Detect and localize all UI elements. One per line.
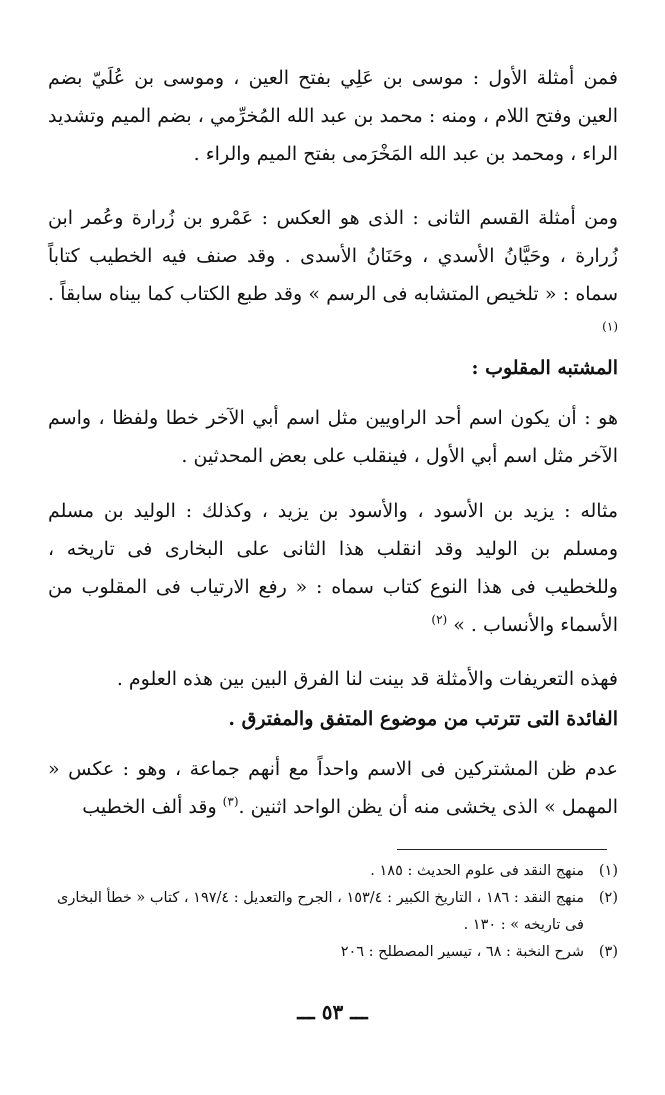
paragraph-second-examples <box>48 199 618 351</box>
paragraph-text-tail: وقد ألف الخطيب <box>82 796 223 818</box>
footnote-marker: (٢) <box>431 612 448 627</box>
page-number: ـــ ٥٣ ـــ <box>297 1000 368 1024</box>
paragraph-summary <box>48 660 618 698</box>
paragraph-text: فهذه التعريفات والأمثلة قد بينت لنا الفرق البين بين هذه العلوم . <box>116 668 618 690</box>
paragraph-text: فمن أمثلة الأول : موسى بن عَلِي بفتح العين ، وموسى بن عُلَيّ بضم العين وفتح اللام ، ومنه : محمد بن عبد الله المُخرِّمي ، بضم الميم وتشديد الراء ، ومحمد بن عبد الله المَخْرَمى بفتح الميم والراء . <box>48 67 618 165</box>
footnote-item <box>48 885 618 939</box>
footnote-item <box>48 939 618 966</box>
paragraph-definition <box>48 399 618 475</box>
footnotes <box>48 858 618 966</box>
footnote-text: منهج النقد : ١٨٦ ، التاريخ الكبير : ١٥٣/٤ ، الجرح والتعديل : ١٩٧/٤ ، كتاب « خطأ البخارى فى تاريخه » : ١٣٠ . <box>56 890 584 933</box>
footnote-text: منهج النقد فى علوم الحديث : ١٨٥ . <box>370 863 584 879</box>
footnote-item <box>48 858 618 885</box>
footnote-number: (١) <box>598 863 618 879</box>
footnote-marker: (١) <box>602 319 618 334</box>
footnote-marker: (٣) <box>222 794 239 809</box>
footnote-number: (٢) <box>598 890 618 906</box>
paragraph-text: هو : أن يكون اسم أحد الراويين مثل اسم أبي الآخر خطا ولفظا ، واسم الآخر مثل اسم أبي الأول ، فينقلب على بعض المحدثين . <box>48 407 618 467</box>
footnote-divider <box>397 849 607 850</box>
paragraph-example <box>48 492 618 644</box>
paragraph-benefit <box>48 750 618 826</box>
footnote-text: شرح النخبة : ٦٨ ، تيسير المصطلح : ٢٠٦ <box>340 944 584 960</box>
section-heading-benefit: الفائدة التى تترتب من موضوع المتفق والمفترق . <box>228 708 618 730</box>
section-heading-inverted: المشتبه المقلوب : <box>471 357 618 379</box>
paragraph-text: عدم ظن المشتركين فى الاسم واحداً مع أنهم جماعة ، وهو : عكس « المهمل » الذى يخشى منه أن يظن الواحد اثنين . <box>48 758 618 818</box>
footnote-number: (٣) <box>598 944 618 960</box>
paragraph-first-examples <box>48 59 618 173</box>
paragraph-text: مثاله : يزيد بن الأسود ، والأسود بن يزيد ، وكذلك : الوليد بن مسلم ومسلم بن الوليد وقد انقلب هذا الثانى على البخارى فى تاريخه ، وللخطيب فى هذا النوع كتاب سماه : « رفع الارتياب فى المقلوب من الأسماء والأنساب . » <box>48 500 618 636</box>
paragraph-text: ومن أمثلة القسم الثانى : الذى هو العكس : عَمْرو بن زُرارة وعُمر ابن زُرارة ، وحَيَّانُ الأسدي ، وحَنَانُ الأسدى . وقد صنف فيه الخطيب كتاباً سماه : « تلخيص المتشابه فى الرسم » وقد طبع الكتاب كما بيناه سابقاً . <box>48 207 618 305</box>
